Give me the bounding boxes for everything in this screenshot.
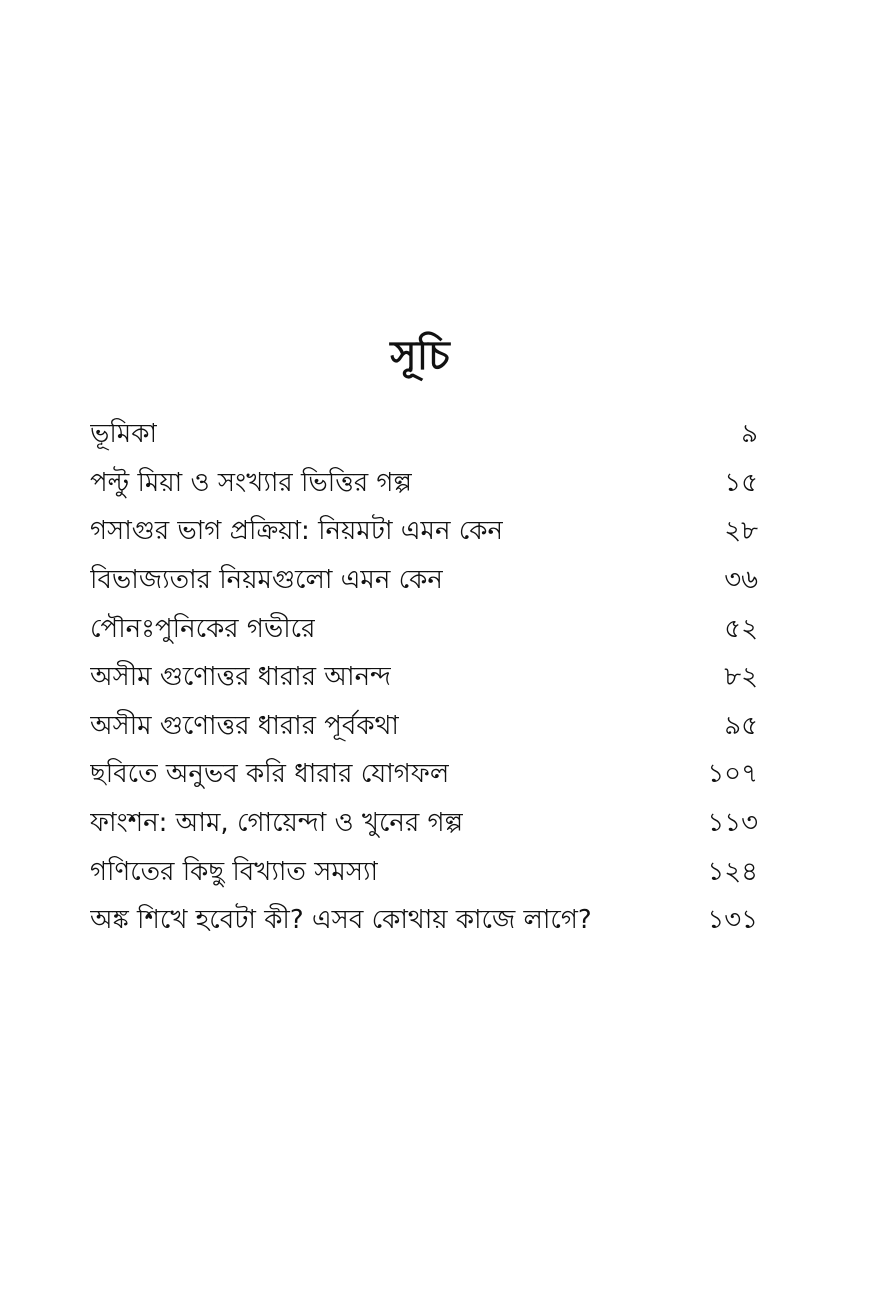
toc-entry (90, 507, 758, 556)
toc-entry-page: ৮২ (724, 662, 758, 693)
toc-entry-page: ৫২ (724, 613, 758, 644)
toc-entry-title: অঙ্ক শিখে হবেটা কী? এসব কোথায় কাজে লাগে? (90, 905, 592, 936)
toc-title: সূচি (390, 333, 450, 379)
toc-entry-title: ছবিতে অনুভব করি ধারার যোগফল (90, 759, 450, 790)
toc-entry (90, 750, 758, 799)
toc-entry (90, 556, 758, 605)
toc-entry-title: বিভাজ্যতার নিয়মগুলো এমন কেন (90, 565, 443, 596)
toc-entry-page: ১২৪ (707, 856, 758, 887)
toc-entry-page: ৯৫ (724, 710, 758, 741)
toc-entry-title: গসাগুর ভাগ প্রক্রিয়া: নিয়মটা এমন কেন (90, 516, 504, 547)
toc-entry (90, 702, 758, 751)
toc-entry-title: পল্টু মিয়া ও সংখ্যার ভিত্তির গল্প (90, 467, 412, 498)
toc-entry-page: ৯ (741, 419, 758, 450)
toc-entry-page: ২৮ (724, 516, 758, 547)
toc-entry-page: ৩৬ (724, 565, 758, 596)
toc-entry (90, 410, 758, 459)
toc-entry-title: অসীম গুণোত্তর ধারার আনন্দ (90, 662, 391, 693)
toc-entry (90, 653, 758, 702)
toc-entry-title: ফাংশন: আম, গোয়েন্দা ও খুনের গল্প (90, 808, 464, 839)
toc-entry-title: ভূমিকা (90, 419, 157, 450)
toc-entry-title: অসীম গুণোত্তর ধারার পূর্বকথা (90, 710, 399, 741)
toc-entry (90, 896, 758, 945)
toc-entry (90, 459, 758, 508)
toc-entry-page: ১৫ (724, 467, 758, 498)
toc-entry-title: পৌনঃপুনিকের গভীরে (90, 613, 316, 644)
toc-entry (90, 847, 758, 896)
toc-entry (90, 799, 758, 848)
toc-entry-page: ১৩১ (707, 905, 758, 936)
toc-entry (90, 604, 758, 653)
toc-entry-title: গণিতের কিছু বিখ্যাত সমস্যা (90, 856, 379, 887)
toc-entry-page: ১০৭ (707, 759, 758, 790)
toc-list (90, 410, 758, 945)
toc-entry-page: ১১৩ (707, 808, 758, 839)
